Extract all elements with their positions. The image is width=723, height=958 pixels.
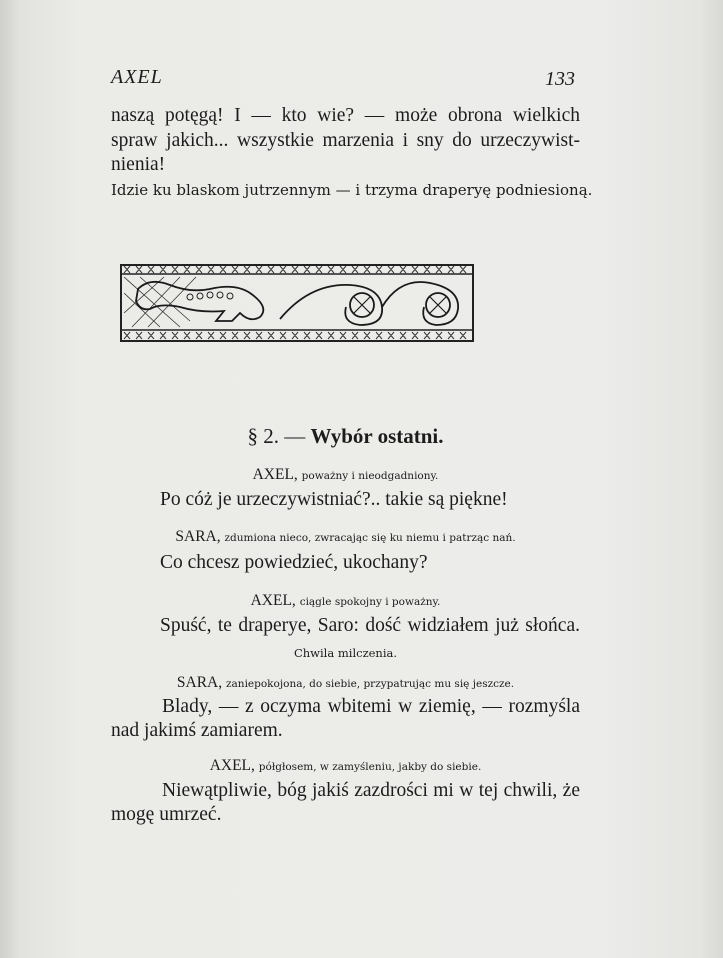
speaker-direction: zaniepokojona, do siebie, przypatrując mu się jeszcze. <box>226 678 515 690</box>
speaker-line <box>111 466 580 484</box>
speaker-line <box>111 674 580 692</box>
speech-line: mogę umrzeć. <box>111 804 222 825</box>
speaker-name: SARA, <box>176 674 223 691</box>
speaker-direction: poważny i nieodgadniony. <box>301 470 439 482</box>
speech-line: nad jakimś zamiarem. <box>111 720 283 741</box>
ornamental-frieze <box>120 263 474 343</box>
body-line: nienia! <box>111 154 166 175</box>
speaker-line <box>111 757 580 775</box>
page-number: 133 <box>545 68 575 90</box>
section-number: § 2. — <box>247 424 306 448</box>
speech-line: Spuść, te draperye, Saro: dość widziałem już słońca. <box>160 615 580 636</box>
stage-direction: Idzie ku blaskom jutrzennym — i trzyma draperyę podniesioną. <box>111 181 593 199</box>
body-line: naszą potęgą! I — kto wie? — może obrona wielkich <box>111 105 580 126</box>
speaker-direction: ciągle spokojny i poważny. <box>299 596 441 608</box>
speaker-name: AXEL, <box>252 466 298 483</box>
speech-line: Niewątpliwie, bóg jakiś zazdrości mi w tej chwili, że <box>162 780 580 801</box>
section-heading <box>111 424 580 449</box>
speech-line: Co chcesz powiedzieć, ukochany? <box>160 552 428 573</box>
speaker-direction: półgłosem, w zamyśleniu, jakby do siebie. <box>258 761 482 773</box>
speaker-line <box>111 592 580 610</box>
speech-line: Blady, — z oczyma wbitemi w ziemię, — rozmyśla <box>162 696 580 717</box>
body-line: spraw jakich... wszystkie marzenia i sny do urzeczywist- <box>111 130 580 151</box>
stage-direction: Chwila milczenia. <box>293 646 398 660</box>
speech-line: Po cóż je urzeczywistniać?.. takie są piękne! <box>160 489 508 510</box>
speaker-name: AXEL, <box>209 757 255 774</box>
running-head: AXEL <box>111 66 163 88</box>
speaker-line <box>111 528 580 546</box>
section-title: Wybór ostatni. <box>310 424 444 448</box>
speaker-name: AXEL, <box>250 592 296 609</box>
speaker-name: SARA, <box>175 528 221 545</box>
speaker-direction: zdumiona nieco, zwracając się ku niemu i patrząc nań. <box>224 532 516 544</box>
